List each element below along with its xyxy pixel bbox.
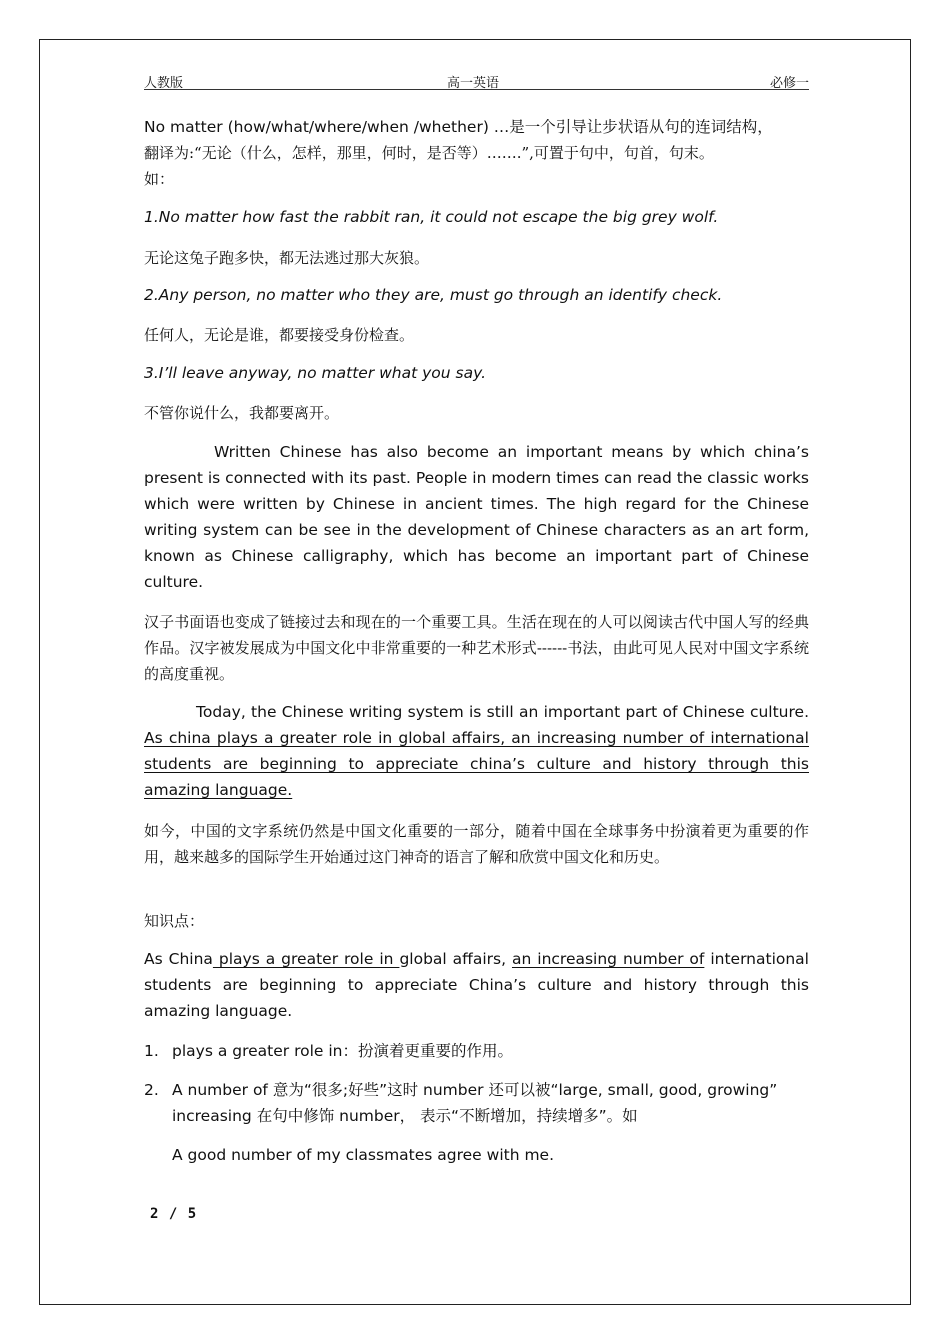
example-2-en: 2.Any person, no matter who they are, must go through an identify check. [144,286,723,304]
intro-line-3: 如： [144,170,175,188]
knowledge-sentence [144,946,809,1024]
paragraph-1-en: Written Chinese has also become an important means by which china’s present is connected with its past. People in modern times can read the classic works which were written by Chinese in ancient times. The high regard for the Chinese writing system can be see in the development of Chinese characters as an art form, known as Chinese calligraphy, which has become an important part of Chinese culture. [144,443,809,591]
list-number-2: 2. [144,1081,159,1099]
knowledge-phrase-role: plays a greater role in [212,950,400,968]
paragraph-2-plain: Today, the Chinese writing system is still an important part of Chinese culture. [196,703,809,721]
paragraph-1-zh: 汉子书面语也变成了链接过去和现在的一个重要工具。生活在现在的人可以阅读古代中国人写的经典作品。汉字被发展成为中国文化中非常重要的一种艺术形式------书法，由此可见人民对中国文字系统的高度重视。 [144,613,809,683]
knowledge-heading: 知识点： [144,912,205,930]
example-1-en: 1.No matter how fast the rabbit ran, it could not escape the big grey wolf. [144,208,719,226]
knowledge-phrase-number: an increasing number of [511,950,705,968]
list-item-2-example: A good number of my classmates agree with me. [172,1146,555,1164]
list-text-1: plays a greater role in：扮演着更重要的作用。 [172,1042,513,1060]
paragraph-2-en [144,699,809,803]
example-3-en: 3.I’ll leave anyway, no matter what you say. [144,364,486,382]
header-volume: 必修一 [769,76,809,91]
example-3-zh: 不管你说什么，我都要离开。 [144,404,340,422]
example-1-zh: 无论这兔子跑多快，都无法逃过那大灰狼。 [144,249,430,267]
page-header [144,72,809,90]
list-number-1: 1. [144,1042,159,1060]
example-2-zh: 任何人，无论是谁，都要接受身份检查。 [144,326,415,344]
intro-line-1: No matter (how/what/where/when /whether) …是一个引导让步状语从句的连词结构， [144,118,773,136]
intro-block [144,114,809,192]
knowledge-s5: international students are beginning to appreciate China’s culture and history through this amazing language. [144,950,809,1020]
header-subject: 高一英语 [447,76,500,91]
knowledge-s1: As China [144,950,213,968]
intro-line-2: 翻译为:“无论（什么，怎样，那里，何时，是否等）…….”,可置于句中，句首，句末。 [144,144,714,162]
list-item-2 [144,1077,809,1129]
list-text-2: A number of 意为“很多;好些”这时 number 还可以被“large, small, good, growing” increasing 在句中修饰 number， 表示“不断增加，持续增多”。如 [172,1081,778,1125]
knowledge-s3: global affairs, [399,950,512,968]
page-number: 2 / 5 [150,1206,198,1222]
header-publisher: 人教版 [144,76,184,91]
paragraph-2-underlined: As china plays a greater role in global affairs, an increasing number of international students are beginning to appreciate china’s culture and history through this amazing language. [144,729,809,799]
paragraph-2-zh: 如今，中国的文字系统仍然是中国文化重要的一部分，随着中国在全球事务中扮演着更为重要的作用，越来越多的国际学生开始通过这门神奇的语言了解和欣赏中国文化和历史。 [144,822,809,866]
list-item-1 [144,1038,809,1064]
